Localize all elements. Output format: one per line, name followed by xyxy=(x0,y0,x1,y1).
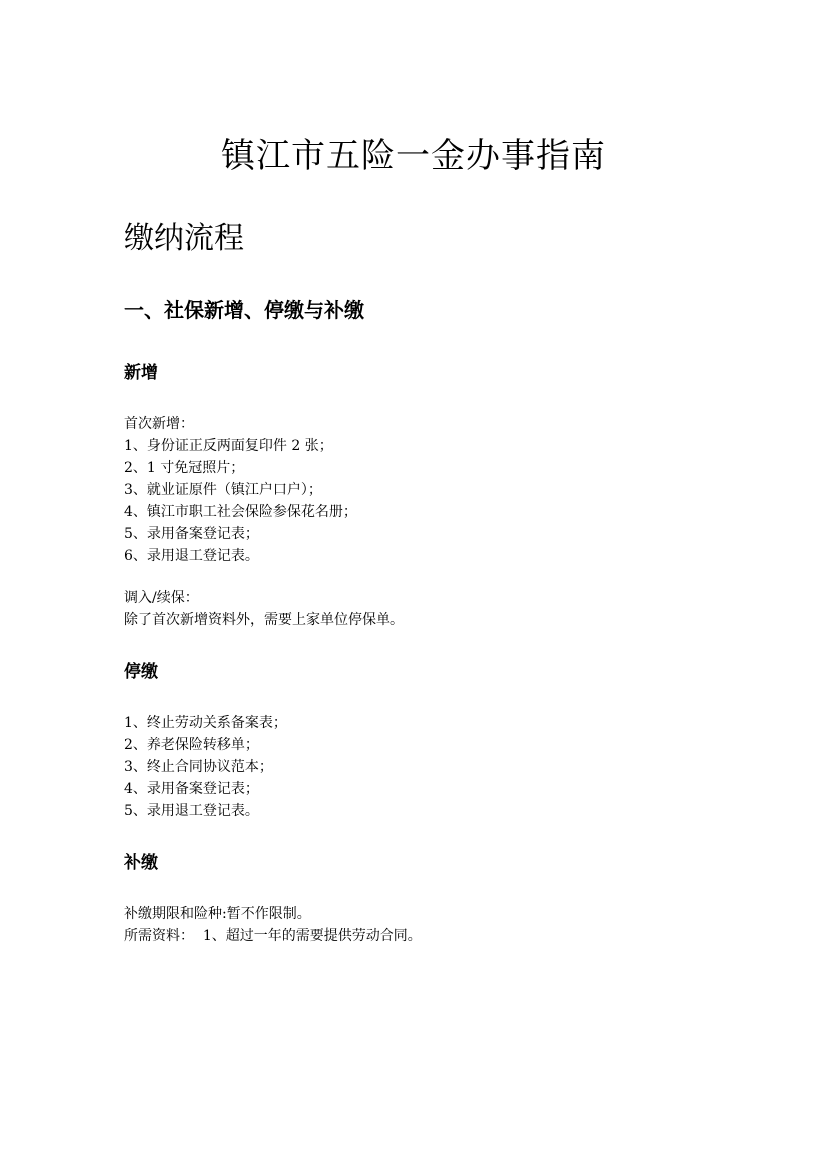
bujiao-list xyxy=(124,903,422,947)
list-item: 首次新增： xyxy=(124,416,194,432)
list-item: 2、养老保险转移单； xyxy=(124,737,259,753)
xinzeng-list xyxy=(124,413,357,567)
list-item: 3、终止合同协议范本； xyxy=(124,759,273,775)
list-item: 6、录用退工登记表。 xyxy=(124,548,259,564)
list-item: 2、1 寸免冠照片； xyxy=(124,460,245,476)
list-item: 除了首次新增资料外，需要上家单位停保单。 xyxy=(124,612,404,628)
xinzeng-heading: 新增 xyxy=(124,363,158,383)
list-item: 1、终止劳动关系备案表； xyxy=(124,715,287,731)
list-item: 4、录用备案登记表； xyxy=(124,781,259,797)
list-item: 补缴期限和险种:暂不作限制。 xyxy=(124,906,311,922)
list-item: 调入/续保： xyxy=(124,590,199,606)
bujiao-heading: 补缴 xyxy=(124,853,158,873)
tingjiao-list xyxy=(124,712,287,822)
list-item: 所需资料： 1、超过一年的需要提供劳动合同。 xyxy=(124,928,422,944)
list-item: 1、身份证正反两面复印件 2 张； xyxy=(124,438,333,454)
document-title: 镇江市五险一金办事指南 xyxy=(221,136,606,176)
subsection-heading: 一、社保新增、停缴与补缴 xyxy=(124,298,364,322)
section-heading: 缴纳流程 xyxy=(124,221,244,256)
list-item: 5、录用退工登记表。 xyxy=(124,803,259,819)
list-item: 5、录用备案登记表； xyxy=(124,526,259,542)
list-item: 4、镇江市职工社会保险参保花名册； xyxy=(124,504,357,520)
transfer-list xyxy=(124,587,404,631)
list-item: 3、就业证原件（镇江户口户）； xyxy=(124,482,322,498)
tingjiao-heading: 停缴 xyxy=(124,662,158,682)
